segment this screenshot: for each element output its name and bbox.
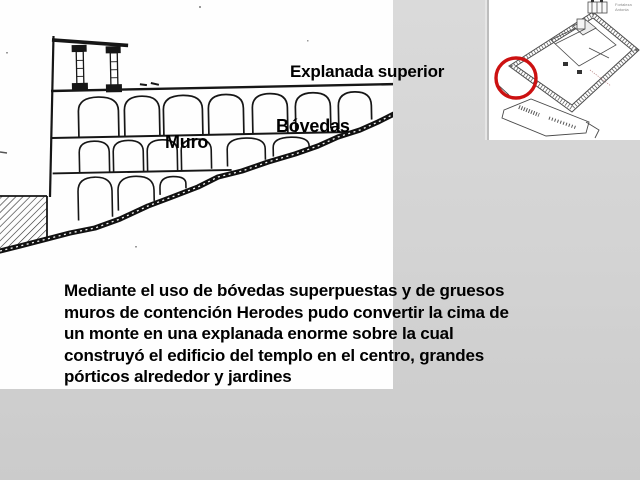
esplanade-line: [51, 84, 393, 91]
south-stairs: [497, 84, 599, 138]
paragraph-line: muros de contención Herodes pudo convertir la cima de: [64, 302, 509, 322]
paragraph-line: construyó el edificio del templo en el centro, grandes: [64, 345, 484, 365]
inset-caption: [615, 2, 632, 12]
antonia-tower: [588, 0, 607, 13]
bedrock-hatch-block: [0, 152, 47, 251]
temple-mount-axonometric-drawing: [489, 0, 640, 140]
inset-caption-line1: Fortaleza: [615, 2, 632, 7]
label-muro: Muro: [165, 132, 209, 152]
paragraph-line: Mediante el uso de bóvedas superpuestas y de gruesos: [64, 281, 505, 300]
portico-columns: [52, 38, 159, 93]
inset-caption-line2: Antonia: [615, 7, 629, 12]
paragraph-line: pórticos alrededor y jardines: [64, 367, 292, 387]
label-explanada-superior: Explanada superior: [290, 62, 445, 81]
temple-mount-inset: [489, 0, 640, 140]
caption-paragraph: [64, 280, 509, 388]
highlight-circle-icon: [496, 58, 536, 98]
paragraph-line: un monte en una explanada enorme sobre la cual: [64, 324, 454, 344]
label-bovedas: Bóvedas: [276, 116, 350, 136]
